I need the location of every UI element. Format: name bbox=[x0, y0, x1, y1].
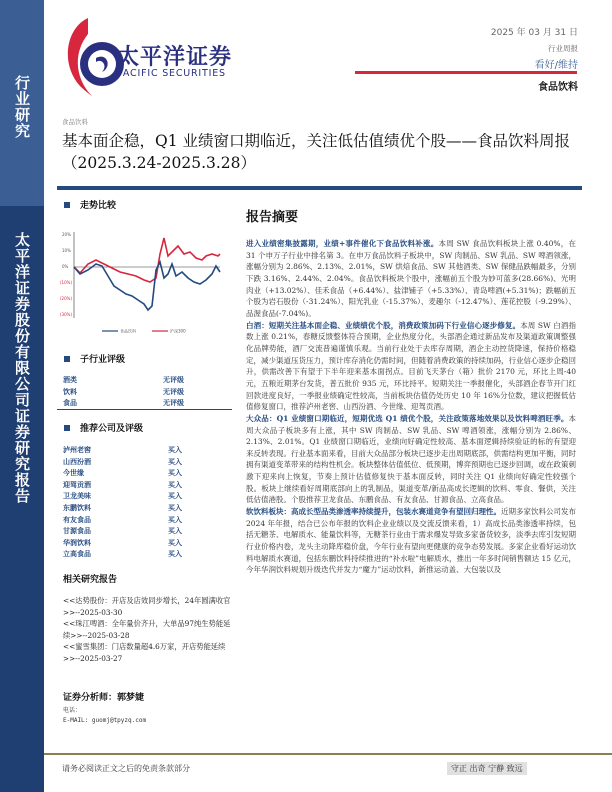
header-divider bbox=[355, 71, 577, 74]
list-item bbox=[63, 538, 182, 550]
svg-text:沪深300: 沪深300 bbox=[170, 328, 186, 334]
trend-heading-text: 走势比较 bbox=[80, 201, 117, 211]
company-rating: 买入 bbox=[168, 502, 182, 512]
item-name: 酒类 bbox=[63, 375, 77, 384]
svg-text:10%: 10% bbox=[62, 248, 71, 253]
list-item bbox=[63, 457, 182, 469]
footer-disclaimer: 请务必阅读正文之后的免责条款部分 bbox=[62, 764, 190, 773]
sub-rating-heading-text: 子行业评级 bbox=[80, 355, 126, 365]
category-label: 食品饮料 bbox=[62, 118, 88, 126]
report-type: 行业周报 bbox=[548, 44, 578, 53]
list-item bbox=[63, 491, 182, 503]
paragraph-body: 本周 SW 白酒指数上涨 0.21%，春糖反馈整体符合预期，企业热度分化，头部酒企通过新品发布及渠道政策调整强化品牌势能，酒厂交流普遍谨慎乐观。当前行业处于去库存周期，酒企主动控货降速，保持价格稳定，减少渠道压货压力，预计库存消化仍需时间，但随着消费政策的持续加码，行业信心逐步企稳回升，供需改善下有望于下半年迎来基本面拐点。目前飞天茅台（箱）批价 2170 元，环比上周-40 元，五粮近期茅台发货，普五批价 935 元，环比持平。短期关注一季报催化，头部酒企春节开门红回款进度良好，一季报业绩确定性较高，当前板块估值仍处历史 10 年 16%分位数，建议把握低估值修复窗口，推荐泸州老窖、山西汾酒、今世缘、迎驾贡酒。 bbox=[246, 320, 576, 412]
company-name: 有友食品 bbox=[63, 514, 91, 524]
footer-divider bbox=[44, 753, 612, 755]
list-item bbox=[63, 503, 182, 515]
analyst-email[interactable]: E-MAIL: guomj@tpyzq.com bbox=[63, 717, 147, 724]
recommend-heading-text: 推荐公司及评级 bbox=[80, 424, 144, 434]
paragraph-body: 本周 SW 食品饮料板块上涨 0.40%，在 31 个申万子行业中排名第 3。在申万食品饮料子板块中，SW 肉制品、SW 乳品、SW 啤酒领涨，涨幅分别为 2.86%、2.13%、2.01%，SW 烘焙食品、SW 其他酒类、SW 保健品跌幅最多，分别下跌 3.16%、2.44%、2.04%。食品饮料板块个股中，涨幅前五个股为妙可蓝多(28.66%)、光明肉业（+13.02%）、佳禾食品（+6.44%）、盐津铺子（+5.33%）、青岛啤酒(+5.31%)；跌幅前五个股为岩石股份（-31.24%）、阳光乳业（-15.37%）、麦趣尔（-12.47%）、莲花控股（-9.29%）、品渥食品(-7.04%)。 bbox=[246, 239, 576, 318]
abstract-paragraph bbox=[246, 413, 576, 506]
sub-rating-list bbox=[63, 375, 184, 410]
svg-text:(20%): (20%) bbox=[60, 296, 73, 301]
list-item bbox=[63, 549, 182, 561]
svg-text:0%: 0% bbox=[62, 264, 69, 269]
related-report-link[interactable]: <<达势股份：开店及店效同步增长，24年圆满收官>>--2025-03-30 bbox=[63, 596, 231, 617]
paragraph-lead: 白酒：短期关注基本面企稳、业绩绩优个股，消费政策加码下行业信心逐步修复。 bbox=[246, 320, 521, 330]
logo-english-name: PACIFIC SECURITIES bbox=[117, 68, 226, 79]
analyst-contact bbox=[63, 706, 146, 726]
company-name: 立高食品 bbox=[63, 549, 91, 559]
item-rating: 无评级 bbox=[163, 398, 184, 408]
company-name: 东鹏饮料 bbox=[63, 502, 91, 512]
item-name: 食品 bbox=[63, 398, 77, 408]
item-name: 饮料 bbox=[63, 386, 77, 396]
bullet-square-icon bbox=[64, 202, 70, 208]
list-item bbox=[63, 480, 182, 492]
analyst-phone: 电话： bbox=[63, 707, 82, 714]
company-name: 卫龙美味 bbox=[63, 491, 91, 501]
title-divider bbox=[57, 186, 582, 190]
sidebar-label-company: 太平洋证券股份有限公司证券研究报告 bbox=[13, 232, 31, 504]
company-name: 甘源食品 bbox=[63, 526, 91, 536]
bullet-square-icon bbox=[64, 425, 70, 431]
abstract-paragraph bbox=[246, 320, 576, 413]
company-name: 华润饮料 bbox=[63, 537, 91, 547]
company-name: 山西汾酒 bbox=[63, 456, 91, 466]
recommend-list bbox=[63, 445, 182, 561]
company-name: 今世缘 bbox=[63, 468, 84, 478]
company-rating: 买入 bbox=[168, 456, 182, 466]
report-date: 2025 年 03 月 31 日 bbox=[490, 28, 578, 38]
footer-motto: 守正 出奇 宁静 致远 bbox=[447, 762, 527, 775]
company-rating: 买入 bbox=[168, 549, 182, 559]
company-name: 泸州老窖 bbox=[63, 445, 91, 454]
list-item bbox=[63, 445, 182, 457]
sub-rating-heading bbox=[64, 352, 125, 365]
item-rating: 无评级 bbox=[163, 386, 184, 396]
paragraph-lead: 大众品：Q1 业绩窗口期临近，短期优选 Q1 绩优个股，关注政策落地效果以及饮料啤酒旺季。 bbox=[246, 413, 569, 423]
industry-rating: 看好/维持 bbox=[534, 60, 578, 71]
svg-text:20%: 20% bbox=[62, 232, 71, 237]
item-rating: 无评级 bbox=[163, 375, 184, 384]
trend-chart bbox=[60, 218, 238, 338]
company-rating: 买入 bbox=[168, 526, 182, 536]
svg-text:(30%): (30%) bbox=[60, 312, 73, 317]
svg-text:(10%): (10%) bbox=[60, 280, 73, 285]
svg-text:食品饮料: 食品饮料 bbox=[120, 328, 136, 334]
company-rating: 买入 bbox=[168, 514, 182, 524]
abstract-paragraph bbox=[246, 506, 576, 576]
list-item bbox=[63, 387, 184, 399]
list-item bbox=[63, 468, 182, 480]
paragraph-lead: 进入业绩密集披露期，业绩+事件催化下食品饮料补涨。 bbox=[246, 239, 439, 248]
company-rating: 买入 bbox=[168, 479, 182, 489]
sidebar-label-industry-research: 行业研究 bbox=[13, 75, 31, 139]
related-report-link[interactable]: <<珠江啤酒：全年量价齐升，大单品97纯生势能延续>>--2025-03-28 bbox=[63, 619, 231, 640]
recommend-heading bbox=[64, 421, 143, 434]
bullet-square-icon bbox=[64, 356, 70, 362]
related-reports-list bbox=[63, 595, 235, 665]
company-rating: 买入 bbox=[168, 468, 182, 478]
paragraph-body: 本周大众品子板块多有上涨，其中 SW 肉制品、SW 乳品、SW 啤酒领涨，涨幅分别为 2.86%、2.13%、2.01%。Q1 业绩窗口期临近，业绩向好确定性较高、基本面逻辑持续验证的标的有望迎来反转表现。行业基本面来看，目前大众品部分板块已逐步走出周期底部，供需结构更加平衡，同时拥有渠道变革带来的结构性机会。板块整体估值低位、低预期，博弈预期也已逐步回调，或在政策刺激下迎来向上恢复，节奏上预计估值修复快于基本面反转，同时关注 Q1 业绩向好确定性较强个股。板块上继续看好周期底部向上的乳制品，渠道变革/新品高成长逻辑的饮料、零食、餐供，关注低估值港股。个股推荐卫龙食品、东鹏食品、有友食品、甘源食品、立高食品。 bbox=[246, 413, 576, 505]
company-rating: 买入 bbox=[168, 491, 182, 501]
abstract-heading: 报告摘要 bbox=[246, 210, 299, 225]
abstract-body bbox=[246, 238, 576, 576]
list-item bbox=[63, 375, 184, 387]
trend-heading bbox=[64, 198, 116, 211]
paragraph-lead: 软饮料板块：高成长型品类渗透率持续提升，包装水赛道竞争有望回归理性。 bbox=[246, 507, 501, 517]
paragraph-body: 近期多家饮料公司发布 2024 年年报，结合已公布年报的饮料企业业绩以及交流反馈来看，1）高成长品类渗透率持续，包括无糖茶、电解质水、能量饮料等，无糖茶行业由于需求爆发导致多家备货较多，淡季去库引发短期行业价格内卷，龙头主动降库稳价盘，今年行业有望向更健康的竞争态势发展。多家企业看好运动饮料电解质水赛道，包括东鹏饮料持续推进的“补水啦”电解质水，推出一年多时间销售额达 15 亿元，今年华润饮料规划升级迭代并发力“魔力”运动饮料，新推运动盖、大包装以及 bbox=[246, 507, 576, 575]
company-rating: 买入 bbox=[168, 445, 182, 454]
company-name: 迎驾贡酒 bbox=[63, 479, 91, 489]
section-divider bbox=[57, 409, 232, 410]
abstract-paragraph bbox=[246, 238, 576, 320]
report-title: 基本面企稳，Q1 业绩窗口期临近，关注低估值绩优个股——食品饮料周报（2025.3.24-2025.3.28） bbox=[62, 132, 570, 172]
company-rating: 买入 bbox=[168, 537, 182, 547]
list-item bbox=[63, 515, 182, 527]
logo-chinese-name: 太平洋证券 bbox=[117, 45, 233, 70]
list-item bbox=[63, 526, 182, 538]
related-report-link[interactable]: <<蜜雪集团：门店数量超4.6万家，开店势能延续>>--2025-03-27 bbox=[63, 642, 226, 663]
related-reports-heading: 相关研究报告 bbox=[63, 575, 118, 585]
analyst-name: 证券分析师：郭梦婕 bbox=[63, 693, 145, 703]
sector-label: 食品饮料 bbox=[538, 82, 578, 93]
